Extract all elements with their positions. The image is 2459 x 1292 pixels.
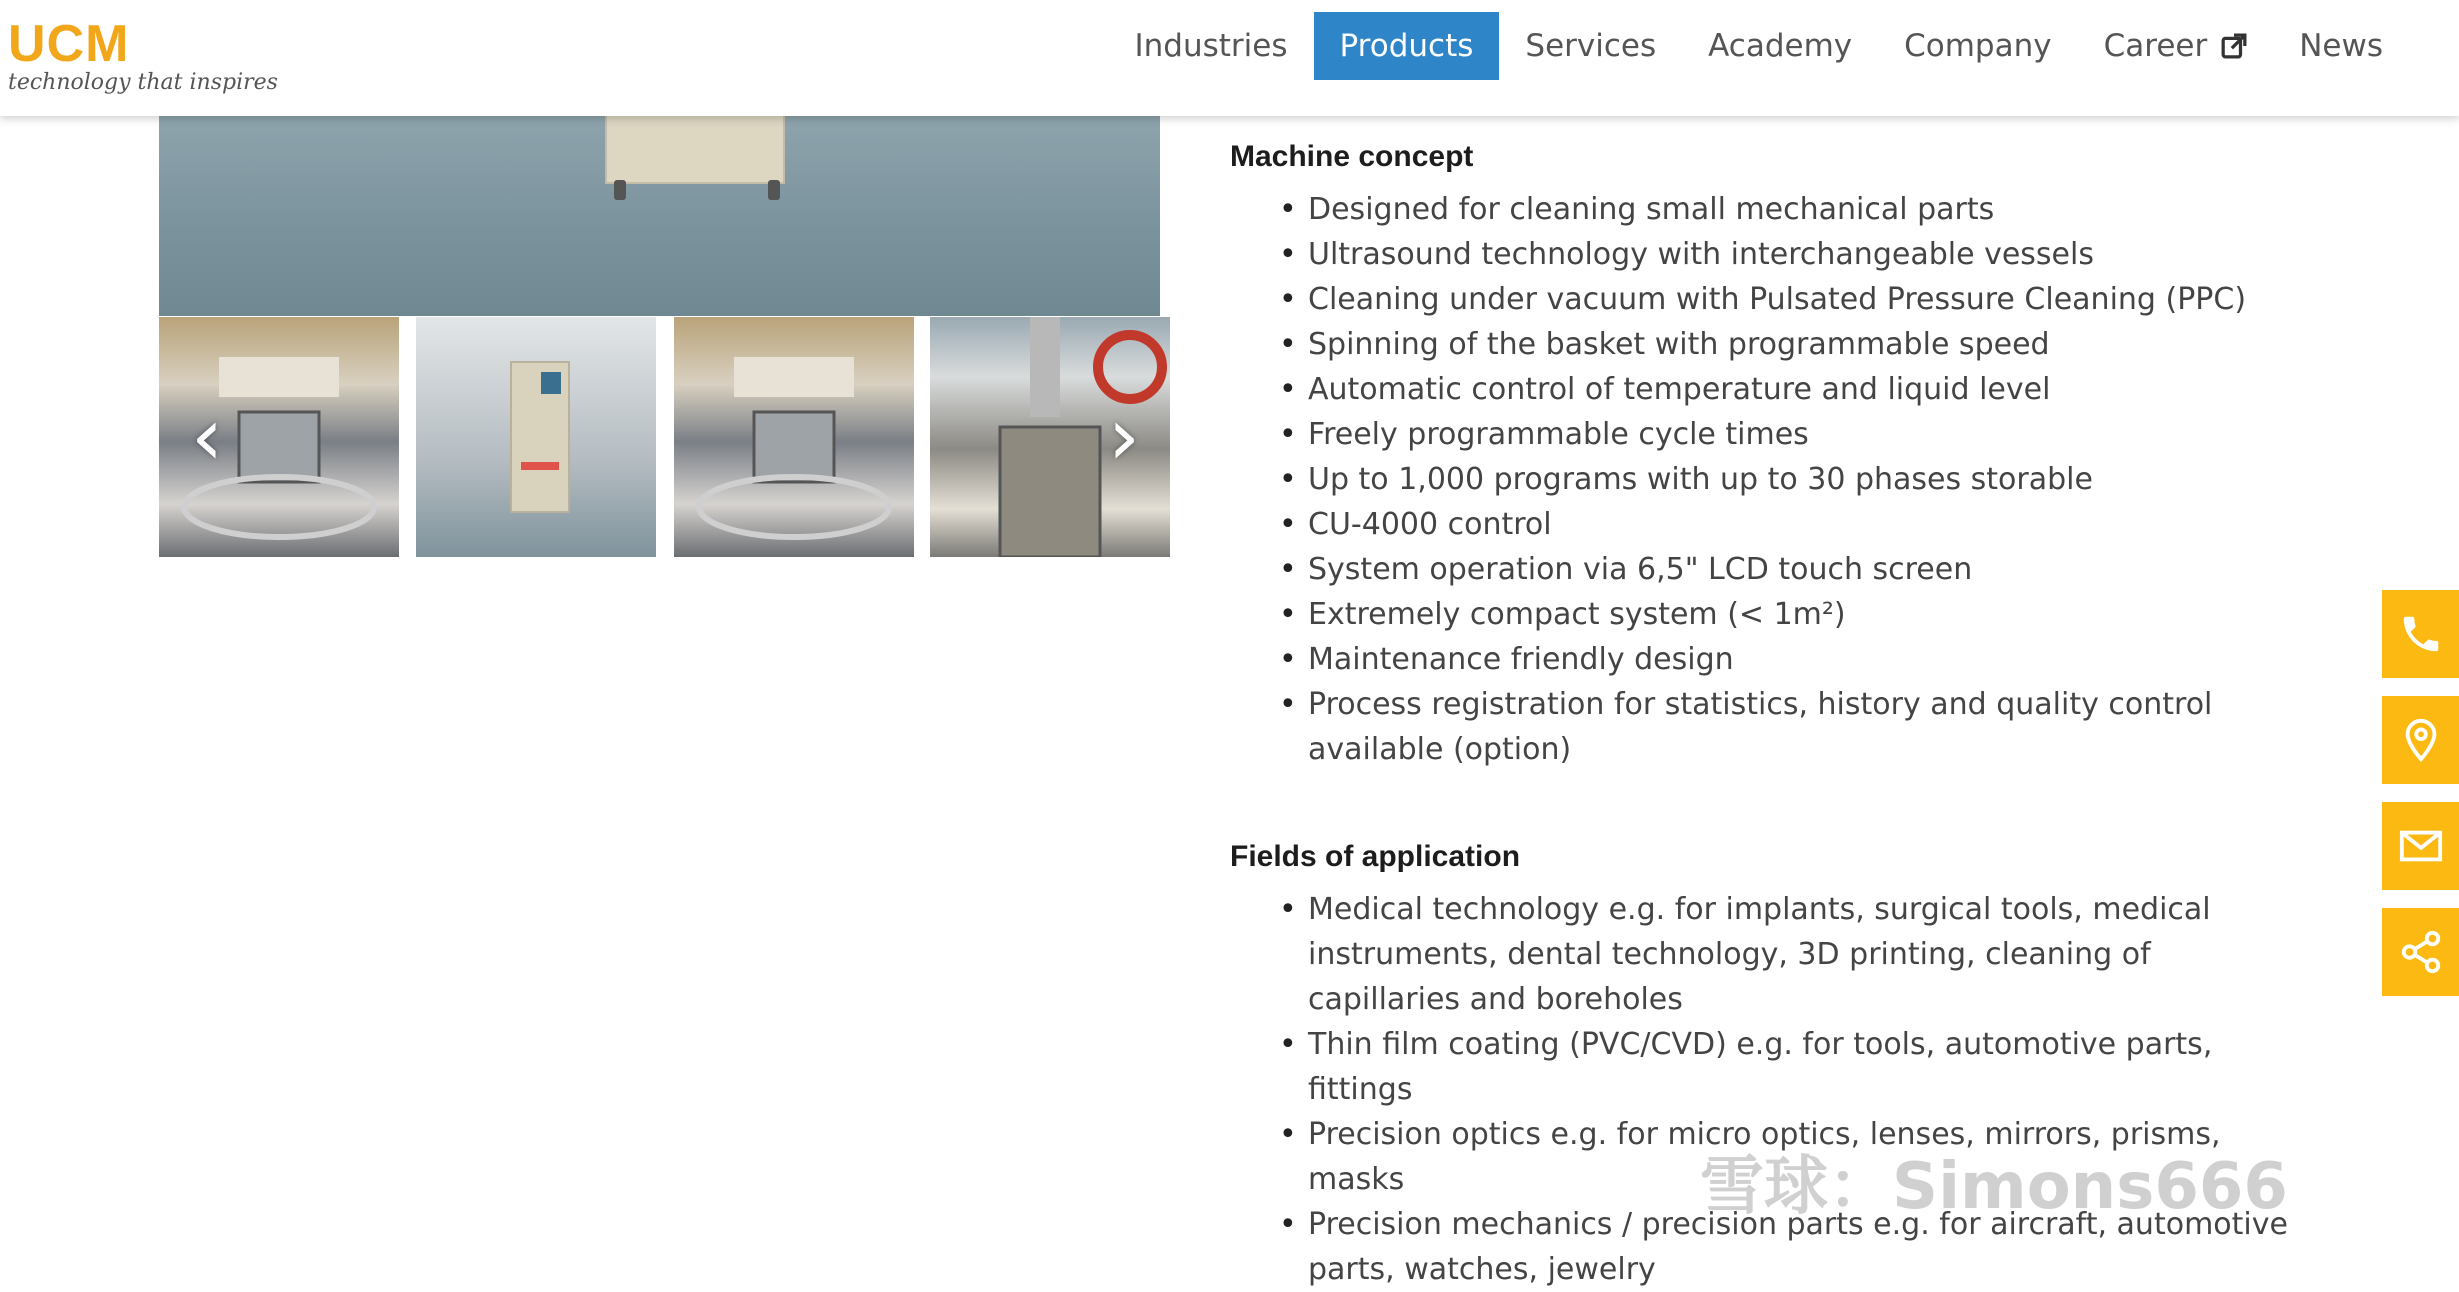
fields-of-application-list <box>1230 887 2300 1292</box>
ucm-logo[interactable] <box>8 15 278 106</box>
product-main-image[interactable] <box>159 116 1160 316</box>
contact-phone-button[interactable] <box>2382 590 2459 678</box>
list-item: • Maintenance friendly design <box>1230 637 2300 682</box>
list-item: • Medical technology e.g. for implants, surgical tools, medical instruments, dental technology, 3D printing, cleaning of capillaries and boreholes <box>1230 887 2300 1022</box>
logo-wordmark: UCM <box>8 15 130 73</box>
nav-company[interactable]: Company <box>1904 28 2052 64</box>
share-button[interactable] <box>2382 908 2459 996</box>
list-item: • CU-4000 control <box>1230 502 2300 547</box>
gallery-next-button[interactable] <box>1094 390 1154 483</box>
thumbnail-2[interactable] <box>416 317 656 557</box>
external-link-icon <box>2221 33 2247 59</box>
nav-career-label: Career <box>2103 28 2208 64</box>
share-icon <box>2398 929 2444 975</box>
gallery-prev-button[interactable] <box>177 390 237 483</box>
thumbnail-3-graphic <box>674 317 914 557</box>
email-button[interactable] <box>2382 802 2459 890</box>
location-button[interactable] <box>2382 696 2459 784</box>
thumbnail-2-graphic <box>416 317 656 557</box>
watermark: 雪球：Simons666 <box>1700 1150 2288 1224</box>
logo-tagline: technology that inspires <box>8 70 278 95</box>
list-item: • Freely programmable cycle times <box>1230 412 2300 457</box>
list-item: • Up to 1,000 programs with up to 30 phases storable <box>1230 457 2300 502</box>
list-item: • Process registration for statistics, history and quality control available (option) <box>1230 682 2300 772</box>
list-item: • Spinning of the basket with programmable speed <box>1230 322 2300 367</box>
site-header <box>0 0 2459 116</box>
list-item: • Thin film coating (PVC/CVD) e.g. for tools, automotive parts, fittings <box>1230 1022 2300 1112</box>
machine-wheel-left <box>614 180 626 200</box>
list-item: • Precision optics e.g. for micro optics, lenses, mirrors, prisms, masks <box>1230 1112 2300 1202</box>
chevron-left-icon: ‹ <box>191 390 223 483</box>
nav-academy[interactable]: Academy <box>1708 28 1853 64</box>
location-pin-icon <box>2398 717 2444 763</box>
machine-base <box>605 116 785 184</box>
main-navigation <box>1109 12 2409 80</box>
list-item: • Cleaning under vacuum with Pulsated Pressure Cleaning (PPC) <box>1230 277 2300 322</box>
machine-wheel-right <box>768 180 780 200</box>
list-item: • System operation via 6,5" LCD touch screen <box>1230 547 2300 592</box>
thumbnail-carousel <box>159 317 1170 557</box>
nav-career[interactable] <box>2078 12 2274 80</box>
fields-of-application-title: Fields of application <box>1230 840 1521 873</box>
machine-concept-title: Machine concept <box>1230 140 1474 173</box>
nav-news[interactable]: News <box>2299 28 2383 64</box>
list-item: • Ultrasound technology with interchangeable vessels <box>1230 232 2300 277</box>
nav-services[interactable]: Services <box>1525 28 1657 64</box>
list-item: • Precision mechanics / precision parts e.g. for aircraft, automotive parts, watches, jewelry <box>1230 1202 2300 1292</box>
list-item: • Designed for cleaning small mechanical parts <box>1230 187 2300 232</box>
machine-concept-list <box>1230 187 2300 772</box>
mail-icon <box>2398 823 2444 869</box>
nav-industries[interactable]: Industries <box>1134 28 1288 64</box>
product-description <box>1230 140 2300 1292</box>
thumbnail-3[interactable] <box>674 317 914 557</box>
list-item: • Automatic control of temperature and liquid level <box>1230 367 2300 412</box>
nav-products[interactable]: Products <box>1314 12 1500 80</box>
phone-icon <box>2398 611 2444 657</box>
chevron-right-icon: › <box>1108 390 1140 483</box>
list-item: • Extremely compact system (< 1m²) <box>1230 592 2300 637</box>
